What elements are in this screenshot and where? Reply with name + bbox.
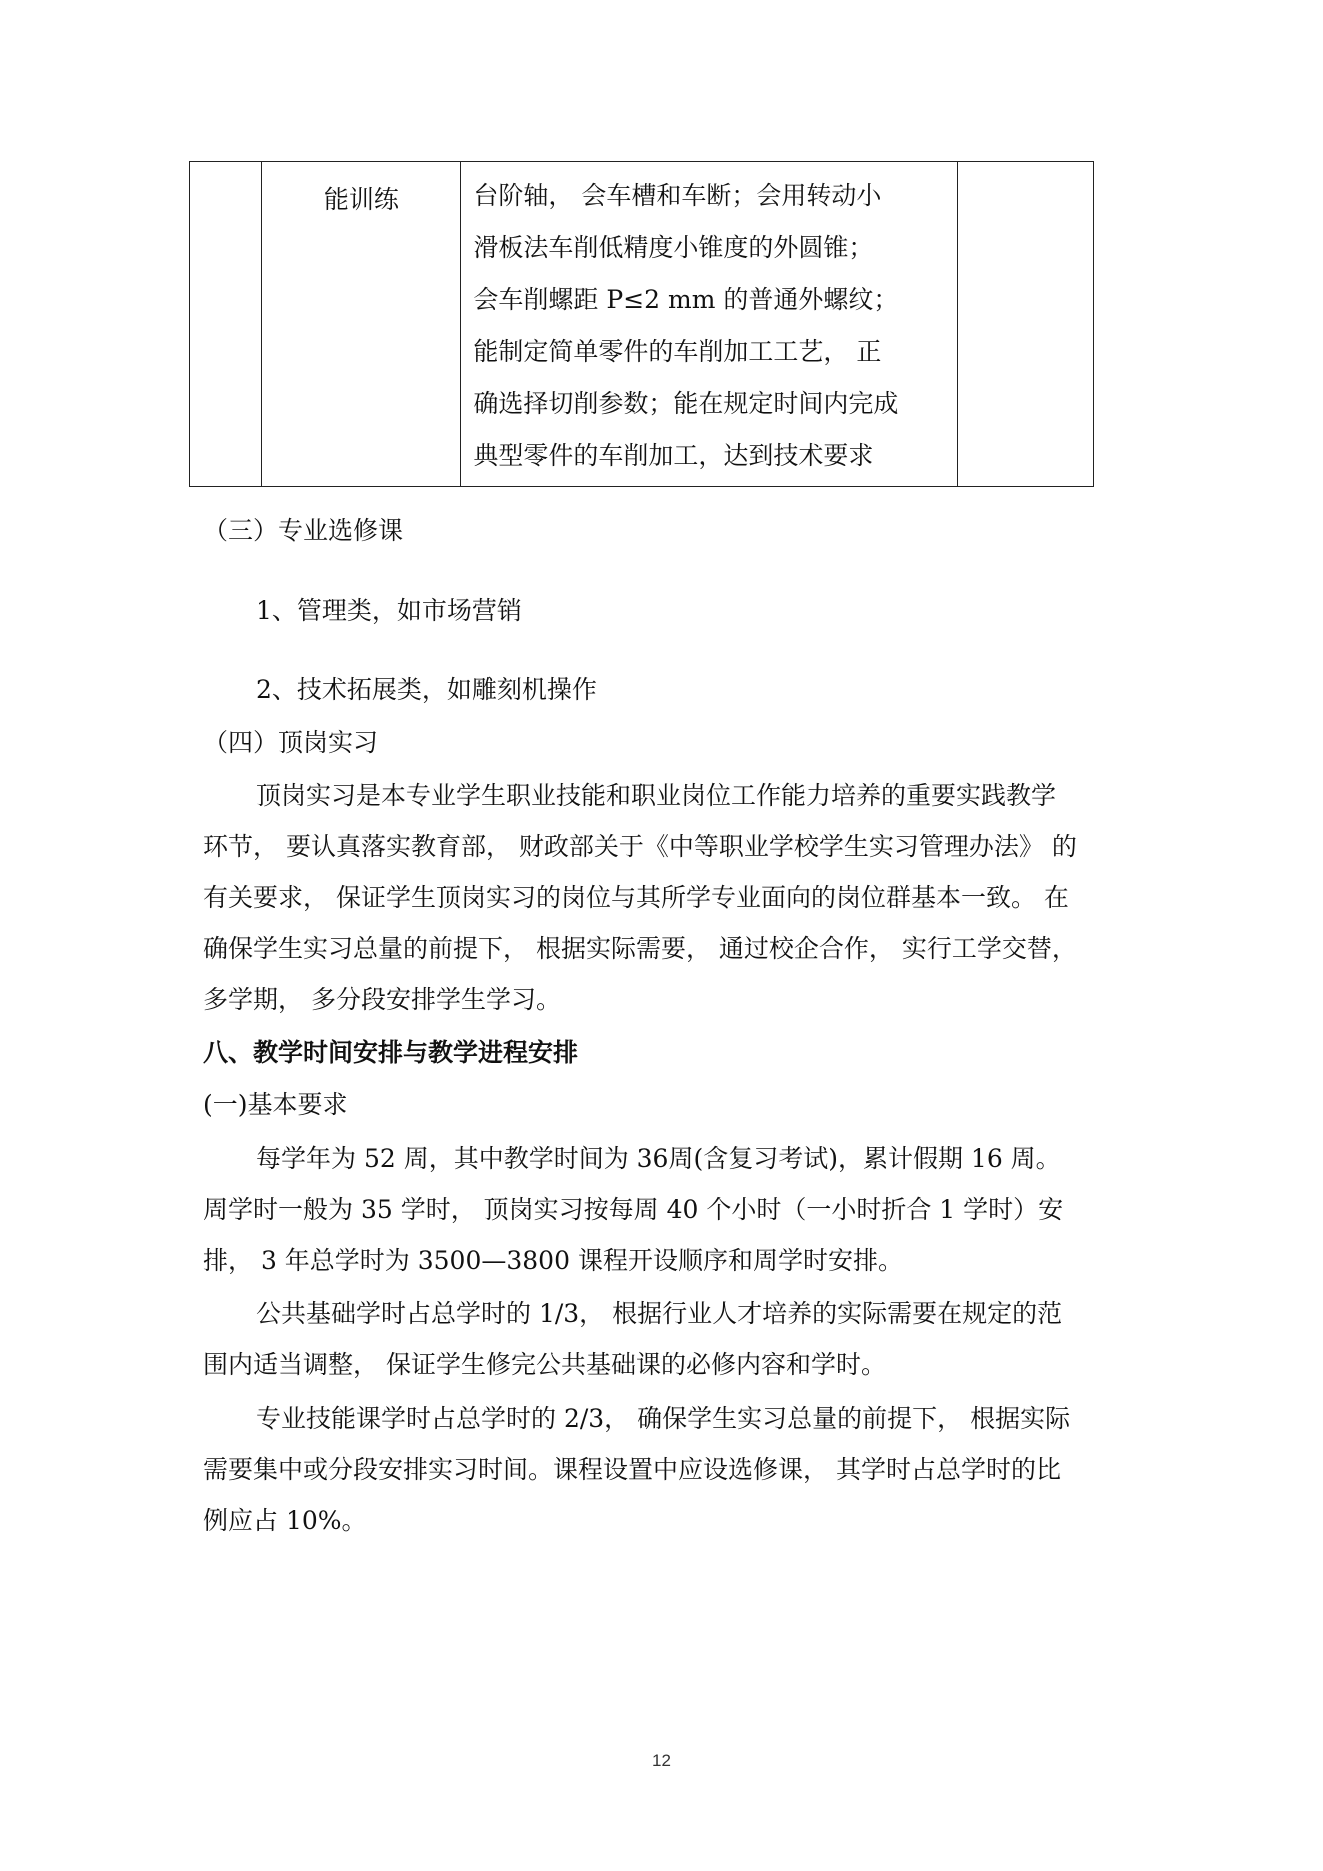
section-heading-electives: （三）专业选修课 (203, 516, 404, 545)
paragraph-line: 每学年为 52 周，其中教学时间为 36周(含复习考试)，累计假期 16 周。 (256, 1144, 1061, 1173)
paragraph-line: 例应占 10%。 (203, 1506, 367, 1535)
requirement-line: 确选择切削参数；能在规定时间内完成 (473, 389, 899, 418)
paragraph-line: 公共基础学时占总学时的 1/3， 根据行业人才培养的实际需要在规定的范 (256, 1299, 1063, 1328)
requirement-line: 台阶轴， 会车槽和车断；会用转动小 (473, 181, 882, 210)
paragraph-line: 围内适当调整， 保证学生修完公共基础课的必修内容和学时。 (203, 1350, 886, 1379)
requirement-line: 典型零件的车削加工，达到技术要求 (473, 441, 874, 470)
section-heading-internship: （四）顶岗实习 (203, 728, 379, 757)
table-cell-empty (190, 162, 262, 487)
elective-item: 1、管理类，如市场营销 (256, 596, 522, 625)
table-cell-course-type: 能训练 (262, 162, 461, 487)
paragraph-line: 周学时一般为 35 学时， 顶岗实习按每周 40 个小时（一小时折合 1 学时）安 (203, 1195, 1064, 1224)
paragraph-line: 环节， 要认真落实教育部， 财政部关于《中等职业学校学生实习管理办法》 的 (203, 832, 1077, 861)
paragraph-line: 有关要求， 保证学生顶岗实习的岗位与其所学专业面向的岗位群基本一致。 在 (203, 883, 1069, 912)
subsection-heading: (一)基本要求 (203, 1090, 348, 1119)
table-row (190, 162, 1094, 487)
table-cell-requirements (461, 162, 958, 487)
paragraph-line: 多学期， 多分段安排学生学习。 (203, 985, 561, 1014)
paragraph-line: 顶岗实习是本专业学生职业技能和职业岗位工作能力培养的重要实践教学 (256, 781, 1057, 810)
paragraph-line: 专业技能课学时占总学时的 2/3， 确保学生实习总量的前提下， 根据实际 (256, 1404, 1071, 1433)
requirement-line: 滑板法车削低精度小锥度的外圆锥； (473, 233, 874, 262)
chapter-heading: 八、教学时间安排与教学进程安排 (203, 1038, 579, 1067)
course-table-fragment (189, 161, 1094, 487)
paragraph-line: 排， 3 年总学时为 3500—3800 课程开设顺序和周学时安排。 (203, 1246, 903, 1275)
paragraph-line: 需要集中或分段安排实习时间。课程设置中应设选修课， 其学时占总学时的比 (203, 1455, 1061, 1484)
table-cell-empty (957, 162, 1093, 487)
paragraph-line: 确保学生实习总量的前提下， 根据实际需要， 通过校企合作， 实行工学交替， (203, 934, 1077, 963)
requirement-line: 能制定简单零件的车削加工工艺， 正 (473, 337, 882, 366)
elective-item: 2、技术拓展类，如雕刻机操作 (256, 675, 597, 704)
requirement-line: 会车削螺距 P≤2 mm 的普通外螺纹； (473, 285, 899, 314)
page-number: 12 (652, 1751, 671, 1770)
